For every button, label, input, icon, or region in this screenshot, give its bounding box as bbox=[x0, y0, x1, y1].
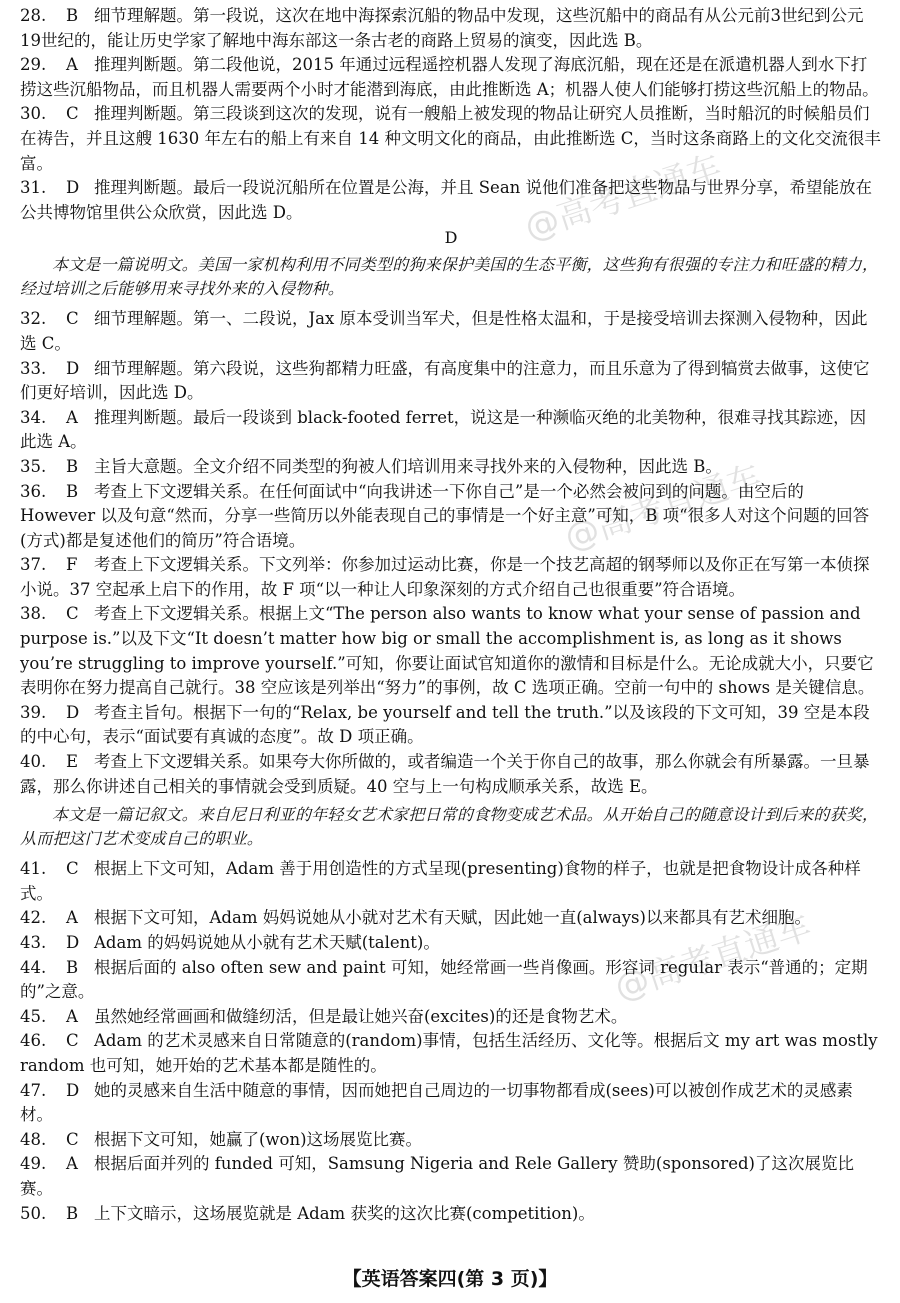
explanation-text: Adam 的艺术灵感来自日常随意的(random)事情，包括生活经历、文化等。根据后文 my art was mostly random 也可知，她开始的艺术基本都是随性的。 bbox=[20, 1031, 878, 1075]
explanation-text: Adam 的妈妈说她从小就有艺术天赋(talent)。 bbox=[94, 933, 440, 952]
cloze-intro: 本文是一篇记叙文。来自尼日利亚的年轻女艺术家把日常的食物变成艺术品。从开始自己的随意设计到后来的获奖，从而把这门艺术变成自己的职业。 bbox=[20, 805, 879, 849]
passage-d-intro: 本文是一篇说明文。美国一家机构利用不同类型的狗来保护美国的生态平衡，这些狗有很强的专注力和旺盛的精力，经过培训之后能够用来寻找外来的入侵物种。 bbox=[20, 255, 879, 299]
explanation-text: 上下文暗示，这场展览就是 Adam 获奖的这次比赛(competition)。 bbox=[94, 1203, 595, 1223]
explanation-text: 细节理解题。第一、二段说，Jax 原本受训当军犬，但是性格太温和，于是接受培训去探测入侵物种，因此选 C。 bbox=[20, 309, 868, 353]
question-number: 45. bbox=[20, 1006, 47, 1026]
explanation-text: 虽然她经常画画和做缝纫活，但是最让她兴奋(excites)的还是食物艺术。 bbox=[94, 1006, 628, 1026]
answer-item bbox=[20, 53, 882, 102]
answer-item bbox=[20, 857, 882, 906]
answer-letter: C bbox=[66, 604, 79, 624]
answer-letter: F bbox=[66, 555, 78, 575]
explanation-text: 推理判断题。最后一段谈到 black-footed ferret，说这是一种濒临灭绝的北美物种，很难寻找其踪迹，因此选 A。 bbox=[20, 407, 867, 452]
answer-letter: B bbox=[66, 6, 79, 25]
explanation-text: 根据上下文可知，Adam 善于用创造性的方式呈现(presenting)食物的样子，也就是把食物设计成各种样式。 bbox=[20, 859, 861, 903]
explanation-text: 她的灵感来自生活中随意的事情，因而她把自己周边的一切事物都看成(sees)可以被创作成艺术的灵感素材。 bbox=[20, 1080, 853, 1125]
explanation-text: 推理判断题。第三段谈到这次的发现，说有一艘船上被发现的物品让研究人员推断，当时船沉的时候船员们在祷告，并且这艘 1630 年左右的船上有来自 14 种文明文化的商品，由此推断选 C，当时这条商路上的文化交流很丰富。 bbox=[20, 104, 881, 173]
answer-letter: E bbox=[66, 752, 79, 772]
answer-item bbox=[20, 1029, 882, 1078]
explanation-text: 考查上下文逻辑关系。在任何面试中“向我讲述一下你自己”是一个必然会被问到的问题。由空后的 However 以及句意“然而，分享一些简历以外能表现自己的事情是一个好主意”可知，B 项“很多人对这个问题的回答(方式)都是复述他们的简历”符合语境。 bbox=[20, 481, 870, 550]
answer-letter: D bbox=[66, 1080, 80, 1100]
answer-item bbox=[20, 553, 882, 602]
watermark: @高考直通车 bbox=[559, 457, 767, 559]
question-number: 49. bbox=[20, 1154, 47, 1174]
question-number: 32. bbox=[20, 309, 47, 329]
answer-item bbox=[20, 602, 882, 700]
answer-letter: D bbox=[66, 178, 80, 198]
section-heading-d: D bbox=[444, 228, 458, 248]
answer-letter: A bbox=[66, 407, 78, 427]
explanation-text: 细节理解题。第六段说，这些狗都精力旺盛，有高度集中的注意力，而且乐意为了得到犒赏去做事，这使它们更好培训，因此选 D。 bbox=[20, 358, 870, 403]
question-number: 44. bbox=[20, 957, 47, 977]
answer-item bbox=[20, 1152, 882, 1201]
answer-letter: D bbox=[66, 702, 80, 722]
answer-item bbox=[20, 455, 882, 480]
question-number: 40. bbox=[20, 752, 47, 772]
answer-item bbox=[20, 750, 882, 799]
explanation-text: 推理判断题。第二段他说，2015 年通过远程遥控机器人发现了海底沉船，现在还是在派遣机器人到水下打捞这些沉船物品，而且机器人需要两个小时才能潜到海底，由此推断选 A；机器人使人们能够打捞这些沉船上的物品。 bbox=[20, 55, 879, 99]
answer-letter: C bbox=[66, 1031, 79, 1051]
answer-item bbox=[20, 701, 882, 750]
question-number: 33. bbox=[20, 358, 47, 378]
question-number: 31. bbox=[20, 178, 47, 198]
answer-letter: A bbox=[66, 908, 78, 928]
answer-letter: B bbox=[66, 957, 79, 977]
answer-letter: C bbox=[66, 309, 79, 329]
explanation-text: 主旨大意题。全文介绍不同类型的狗被人们培训用来寻找外来的入侵物种，因此选 B。 bbox=[94, 456, 722, 476]
question-number: 35. bbox=[20, 456, 47, 476]
answer-letter: A bbox=[66, 55, 78, 75]
answer-item bbox=[20, 1079, 882, 1128]
answer-content bbox=[20, 4, 882, 1226]
answer-item bbox=[20, 307, 882, 356]
explanation-text: 根据下文可知，Adam 妈妈说她从小就对艺术有天赋，因此她一直(always)以来都具有艺术细胞。 bbox=[94, 908, 811, 928]
explanation-text: 根据后面的 also often sew and paint 可知，她经常画一些肖像画。形容词 regular 表示“普通的；定期的”之意。 bbox=[20, 957, 868, 1002]
question-number: 41. bbox=[20, 859, 47, 879]
explanation-text: 考查上下文逻辑关系。根据上文“The person also wants to know what your sense of passion and purpose is.”以及下文“It doesn’t matter how big or small the accomplishment is, as long as it shows you’re struggling to improve yourself.”可知，你要让面试官知道你的激情和目标是什么。无论成就大小，只要它表明你在努力提高自己就行。38 空应该是列举出“努力”的事例，故 C 选项正确。空前一句中的 shows 是关键信息。 bbox=[20, 604, 875, 698]
question-number: 46. bbox=[20, 1031, 47, 1051]
explanation-text: 考查上下文逻辑关系。下文列举：你参加过运动比赛，你是一个技艺高超的钢琴师以及你正在写第一本侦探小说。37 空起承上启下的作用，故 F 项“以一种让人印象深刻的方式介绍自己也很重要”符合语境。 bbox=[20, 555, 870, 599]
question-number: 29. bbox=[20, 55, 47, 75]
answer-item bbox=[20, 1128, 882, 1153]
answer-group-d-and-seven-choice bbox=[20, 307, 882, 799]
answer-item bbox=[20, 931, 882, 956]
explanation-text: 根据后面并列的 funded 可知，Samsung Nigeria and Rele Gallery 赞助(sponsored)了这次展览比赛。 bbox=[20, 1154, 854, 1198]
question-number: 30. bbox=[20, 104, 47, 124]
watermark: @高考直通车 bbox=[609, 907, 817, 1009]
answer-item bbox=[20, 357, 882, 406]
watermark: @高考直通车 bbox=[519, 147, 727, 249]
explanation-text: 考查主旨句。根据下一句的“Relax, be yourself and tell the truth.”以及该段的下文可知，39 空是本段的中心句，表示“面试要有真诚的态度”。故 D 项正确。 bbox=[20, 702, 870, 747]
question-number: 42. bbox=[20, 908, 47, 928]
answer-letter: B bbox=[66, 481, 79, 501]
question-number: 48. bbox=[20, 1129, 47, 1149]
page-footer: 【英语答案四(第 3 页)】 bbox=[342, 1268, 558, 1290]
answer-letter: C bbox=[66, 104, 79, 124]
answer-letter: D bbox=[66, 933, 80, 952]
answer-item bbox=[20, 4, 882, 53]
answer-item bbox=[20, 956, 882, 1005]
question-number: 28. bbox=[20, 6, 47, 25]
answer-letter: C bbox=[66, 859, 79, 879]
question-number: 38. bbox=[20, 604, 47, 624]
explanation-text: 根据下文可知，她赢了(won)这场展览比赛。 bbox=[94, 1129, 423, 1149]
question-number: 34. bbox=[20, 407, 47, 427]
answer-letter: B bbox=[66, 456, 79, 476]
answer-letter: C bbox=[66, 1129, 79, 1149]
answer-letter: A bbox=[66, 1006, 78, 1026]
explanation-text: 细节理解题。第一段说，这次在地中海探索沉船的物品中发现，这些沉船中的商品有从公元前3世纪到公元19世纪的，能让历史学家了解地中海东部这一条古老的商路上贸易的演变，因此选 B。 bbox=[20, 6, 864, 50]
answer-item bbox=[20, 480, 882, 554]
answer-item bbox=[20, 1202, 882, 1227]
answer-letter: B bbox=[66, 1203, 79, 1223]
answer-item bbox=[20, 102, 882, 176]
question-number: 36. bbox=[20, 481, 47, 501]
answer-item bbox=[20, 176, 882, 225]
question-number: 50. bbox=[20, 1203, 47, 1223]
explanation-text: 推理判断题。最后一段说沉船所在位置是公海，并且 Sean 说他们准备把这些物品与世界分享，希望能放在公共博物馆里供公众欣赏，因此选 D。 bbox=[20, 178, 873, 222]
question-number: 43. bbox=[20, 933, 47, 952]
question-number: 39. bbox=[20, 702, 47, 722]
answer-item bbox=[20, 906, 882, 931]
answer-group-cloze bbox=[20, 857, 882, 1226]
answer-letter: A bbox=[66, 1154, 78, 1174]
answer-group-c-passage bbox=[20, 4, 882, 225]
answer-item bbox=[20, 1005, 882, 1030]
answer-letter: D bbox=[66, 358, 80, 378]
question-number: 47. bbox=[20, 1080, 47, 1100]
answer-item bbox=[20, 406, 882, 455]
explanation-text: 考查上下文逻辑关系。如果夸大你所做的，或者编造一个关于你自己的故事，那么你就会有所暴露。一旦暴露，那么你讲述自己相关的事情就会受到质疑。40 空与上一句构成顺承关系，故选 E。 bbox=[20, 752, 870, 796]
question-number: 37. bbox=[20, 555, 47, 575]
